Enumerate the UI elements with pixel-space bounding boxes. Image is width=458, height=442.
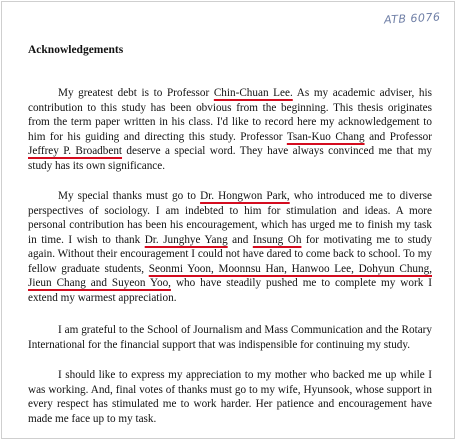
document-body (28, 86, 432, 442)
text-run: who have steadily pushed me to complete my work I extend my warmest appreciation. (28, 277, 432, 304)
underlined-name: Chin-Chuan Lee. (213, 87, 293, 99)
text-run: As my academic adviser, his contribution to this study has been obvious from the beginning. This thesis originates from the term paper written in his class. I'd like to record here my acknowledgement to him for his guiding and directing this study. Professor (28, 87, 432, 143)
text-run: deserve a special word. They have always convinced me that my study has its own significance. (28, 145, 433, 172)
page-title: Acknowledgements (28, 44, 124, 56)
underlined-name: Insung Oh (252, 233, 302, 246)
paragraph-4 (28, 368, 432, 426)
text-run: who introduced me to diverse perspectives of sociology. I am indebted to him for stimulation and ideas. A more personal contribution has been his encouragement, which has urged me to finish my task in time. I wish to thank (28, 190, 432, 246)
paragraph-2 (28, 189, 432, 305)
underlined-name: Dr. Junghye Yang (144, 233, 228, 246)
text-run: My special thanks must go to (58, 190, 201, 202)
text-run: for motivating me to study again. Without their encouragement I could not have dared to come back to school. To my fellow graduate students, (28, 233, 433, 275)
text-run: My greatest debt is to Professor (58, 87, 214, 99)
underlined-name: Jeffrey P. Broadbent (28, 145, 123, 157)
text-run: and Professor (364, 130, 433, 143)
paragraph-3 (28, 323, 432, 352)
text-run: I am grateful to the School of Journalism and Mass Communication and the Rotary International for the financial support that was indispensible for continuing my study. (28, 324, 432, 351)
text-run: I should like to express my appreciation to my mother who backed me up while I was working. And, final votes of thanks must go to my wife, Hyunsook, whose support in every respect has stimulated me to work harder. Her patience and encouragement have made me face up to my task. (28, 369, 432, 425)
text-run: and (227, 233, 253, 246)
paragraph-1 (28, 86, 432, 173)
handwritten-stamp: ATB 6076 (383, 10, 441, 27)
underlined-name: Tsan-Kuo Chang (286, 130, 365, 143)
underlined-name: Seonmi Yoon, Moonnsu Han, Hanwoo Lee, Dohyun Chung, Jieun Chang and Suyeon Yoo, (28, 262, 432, 289)
underlined-name: Dr. Hongwon Park, (200, 190, 290, 202)
